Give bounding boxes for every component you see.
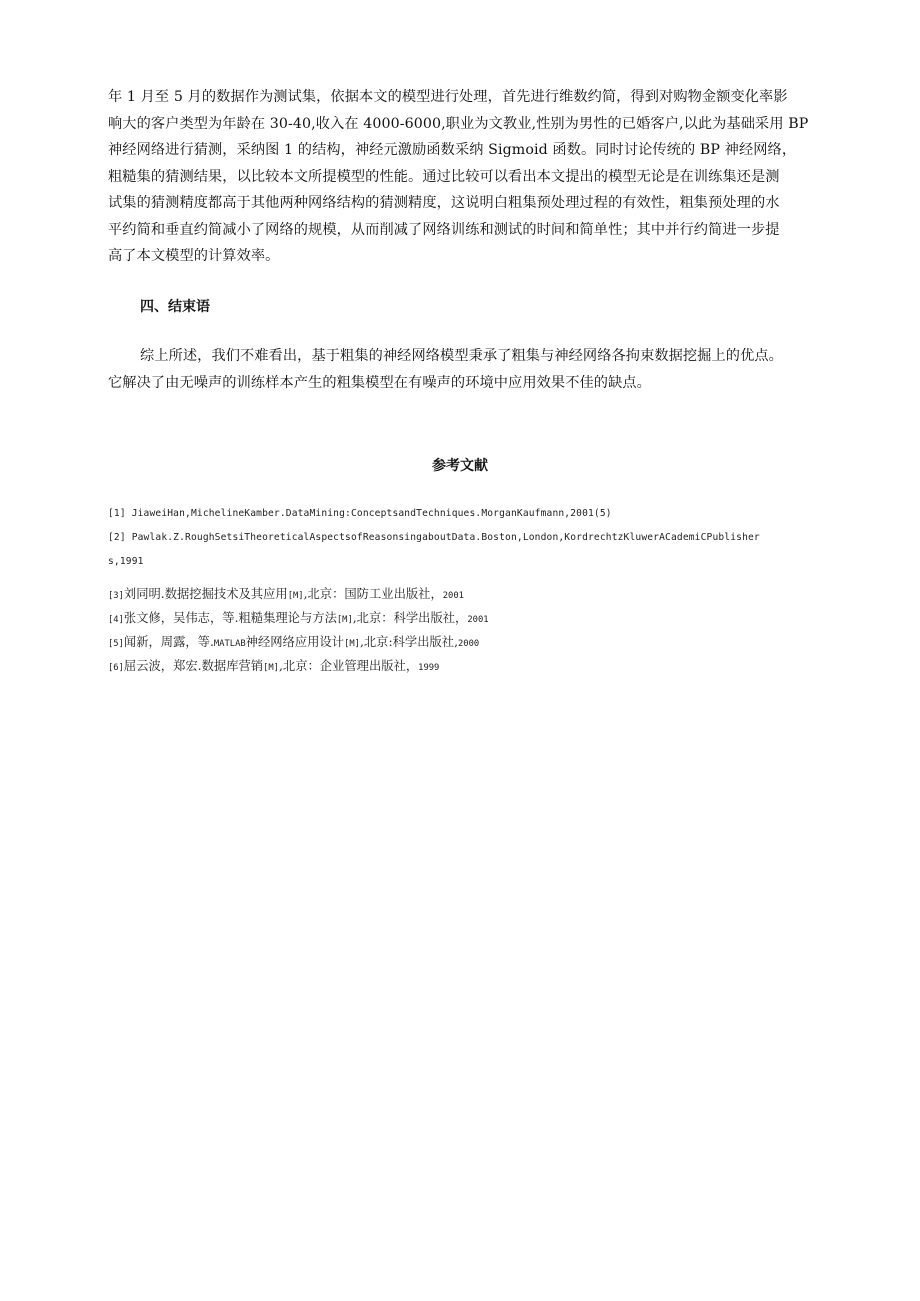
reference-publisher: ,北京：科学出版社， [352,611,468,625]
reference-authors: 刘同明. [123,587,165,601]
section-heading: 四、结束语 [140,299,210,315]
reference-type: [M] [336,615,353,625]
reference-item-4 [108,609,489,629]
reference-type: [M] [287,591,304,601]
reference-title: 神经网络应用设计 [245,635,345,649]
reference-item-2: [2] Pawlak.Z.RoughSetsiTheoreticalAspectsofReasonsingaboutData.Boston,London,KordrechtzKluwerACademiCPublisher [108,532,760,543]
reference-number: [6] [108,663,124,673]
reference-item-3 [108,585,464,605]
references-title: 参考文献 [432,458,488,474]
reference-number: [5] [108,639,124,649]
reference-authors: 闻新，周露，等. [123,635,214,649]
reference-publisher: ,北京：国防工业出版社， [303,587,443,601]
reference-item-5 [108,633,479,653]
paragraph-line: 年 1 月至 5 月的数据作为测试集，依据本文的模型进行处理，首先进行维数约简，得到对购物金额变化率影 [108,89,788,105]
paragraph-line: 平约简和垂直约简减小了网络的规模，从而削减了网络训练和测试的时间和简单性；其中并行约简进一步提 [108,221,780,238]
reference-software: MATLAB [213,639,246,649]
reference-year: 2001 [467,615,489,625]
reference-year: 2000 [458,639,480,649]
reference-item-2-continued: s,1991 [108,556,144,567]
paragraph-line: 试集的猜测精度都高于其他两种网络结构的猜测精度，这说明白粗集预处理过程的有效性，粗集预处理的水 [108,195,780,211]
reference-type: [M] [344,639,360,649]
reference-item-6 [108,657,439,677]
reference-publisher: ,北京:科学出版社, [359,635,458,649]
paragraph-line: 它解决了由无噪声的训练样本产生的粗集模型在有噪声的环境中应用效果不佳的缺点。 [108,374,651,391]
reference-authors: 屈云波，郑宏. [123,659,202,673]
intro-paragraph [108,84,834,270]
reference-number: [3] [108,591,124,601]
paragraph-line: 高了本文模型的计算效率。 [108,248,280,264]
reference-item-1: [1] JiaweiHan,MichelineKamber.DataMining:ConceptsandTechniques.MorganKaufmann,2001(5) [108,508,612,519]
conclusion-paragraph [108,343,834,396]
reference-title: 粗糙集理论与方法 [238,611,337,625]
paragraph-line: 综上所述，我们不难看出，基于粗集的神经网络模型秉承了粗集与神经网络各拘束数据挖掘上的优点。 [140,348,783,364]
reference-number: [4] [108,615,124,625]
reference-type: [M] [263,663,279,673]
paragraph-line: 粗糙集的猜测结果，以比较本文所提模型的性能。通过比较可以看出本文提出的模型无论是在训练集还是测 [108,168,780,185]
reference-title: 数据挖掘技术及其应用 [164,587,288,601]
paragraph-line: 神经网络进行猜测，采纳图 1 的结构，神经元激励函数采纳 Sigmoid 函数。同时讨论传统的 BP 神经网络， [108,142,797,158]
reference-publisher: ,北京：企业管理出版社， [278,659,419,673]
paragraph-line: 响大的客户类型为年龄在 30-40,收入在 4000-6000,职业为文教业,性别为男性的已婚客户,以此为基础采用 BP [108,115,809,132]
reference-title: 数据库营销 [201,659,264,673]
reference-year: 1999 [418,663,440,673]
reference-authors: 张文修，吴伟志，等. [123,611,239,625]
reference-year: 2001 [442,591,464,601]
